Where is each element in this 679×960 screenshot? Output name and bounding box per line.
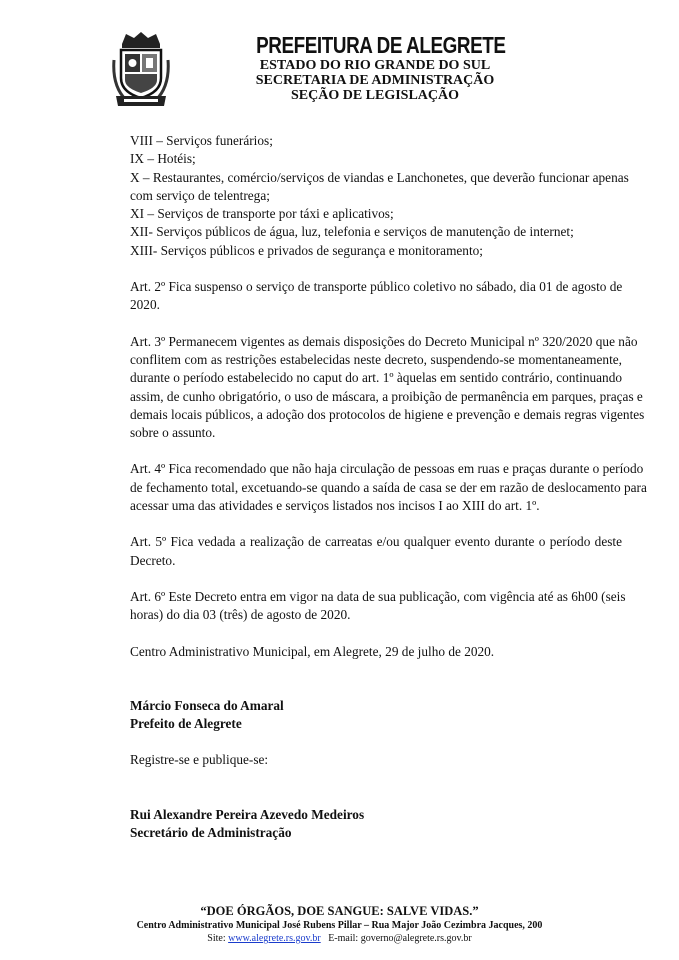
paragraph-line: Decreto.	[130, 552, 176, 568]
paragraph-line: Art. 6º Este Decreto entra em vigor na data de sua publicação, com vigência até as 6h00 (seis	[130, 588, 626, 604]
footer	[0, 904, 679, 945]
header-section: SEÇÃO DE LEGISLAÇÃO	[290, 88, 460, 103]
paragraph-line: Art. 4º Fica recomendado que não haja circulação de pessoas em ruas e praças durante o período	[130, 461, 644, 477]
email-address[interactable]: governo@alegrete.rs.gov.br	[360, 933, 472, 944]
article-6	[130, 588, 626, 625]
list-item: XII- Serviços públicos de água, luz, telefonia e serviços de manutenção de internet;	[130, 224, 574, 240]
page-title: PREFEITURA DE ALEGRETE	[256, 32, 506, 58]
email-label: E-mail:	[328, 933, 359, 944]
signer-role: Prefeito de Alegrete	[130, 716, 242, 732]
list-item: XI – Serviços de transporte por táxi e aplicativos;	[130, 206, 394, 222]
site-label: Site:	[207, 933, 226, 944]
article-2	[130, 278, 622, 315]
paragraph-line: Art. 3º Permanecem vigentes as demais disposições do Decreto Municipal nº 320/2020 que não	[130, 333, 638, 349]
site-link[interactable]: www.alegrete.rs.gov.br	[228, 933, 321, 944]
signature-mayor	[130, 697, 622, 734]
signer-role: Secretário de Administração	[130, 825, 292, 841]
paragraph-line: durante o período estabelecido no caput do art. 1º àquelas em sentido contrário, continuando	[130, 370, 622, 386]
signature-secretary	[130, 806, 622, 843]
list-item: XIII- Serviços públicos e privados de segurança e monitoramento;	[130, 242, 483, 258]
list-item: com serviço de telentrega;	[130, 187, 270, 203]
paragraph-line: Art. 2º Fica suspenso o serviço de transporte público coletivo no sábado, dia 01 de agosto de	[130, 279, 623, 295]
place-date: Centro Administrativo Municipal, em Alegrete, 29 de julho de 2020.	[130, 643, 495, 659]
paragraph-line: sobre o assunto.	[130, 425, 216, 441]
paragraph-line: Art. 5º Fica vedada a realização de carreatas e/ou qualquer evento durante o período deste	[130, 534, 622, 550]
paragraph-line: conflitem com as restrições estabelecidas neste decreto, suspendendo-se momentaneamente,	[130, 351, 622, 367]
list-item: VIII – Serviços funerários;	[130, 133, 273, 148]
paragraph-line: de fechamento total, excetuando-se quando a saída de casa se der em razão de deslocamento para	[130, 479, 647, 495]
letterhead	[0, 0, 679, 120]
paragraph-line: acessar uma das atividades e serviços listados nos incisos I ao XIII do art. 1º.	[130, 498, 540, 514]
signer-name: Rui Alexandre Pereira Azevedo Medeiros	[130, 806, 365, 822]
article-3	[130, 333, 645, 443]
list-item: IX – Hotéis;	[130, 151, 196, 167]
footer-address: Centro Administrativo Municipal José Rubens Pillar – Rua Major João Cezimbra Jacques, 200	[136, 920, 543, 931]
paragraph-line: assim, de cunho obrigatório, o uso de máscara, a proibição de permanência em parques, praças e	[130, 388, 643, 404]
footer-slogan: “DOE ÓRGÃOS, DOE SANGUE: SALVE VIDAS.”	[200, 904, 479, 918]
register-note: Registre-se e publique-se:	[130, 752, 269, 768]
article-4	[130, 460, 647, 515]
paragraph-line: 2020.	[130, 297, 160, 313]
document-body	[130, 132, 647, 842]
signer-name: Márcio Fonseca do Amaral	[130, 697, 284, 713]
article-5	[130, 533, 622, 570]
paragraph-line: demais locais públicos, a adoção dos protocolos de higiene e prevenção e demais regras vigentes	[130, 406, 645, 422]
list-item: X – Restaurantes, comércio/serviços de viandas e Lanchonetes, que deverão funcionar apenas	[130, 169, 629, 185]
municipal-crest-icon	[112, 30, 170, 108]
header-state: ESTADO DO RIO GRANDE DO SUL	[259, 58, 491, 73]
header-secretariat: SECRETARIA DE ADMINISTRAÇÃO	[255, 73, 495, 88]
footer-contact	[0, 932, 679, 945]
items-list	[130, 132, 629, 260]
paragraph-line: horas) do dia 03 (três) de agosto de 2020.	[130, 607, 351, 623]
